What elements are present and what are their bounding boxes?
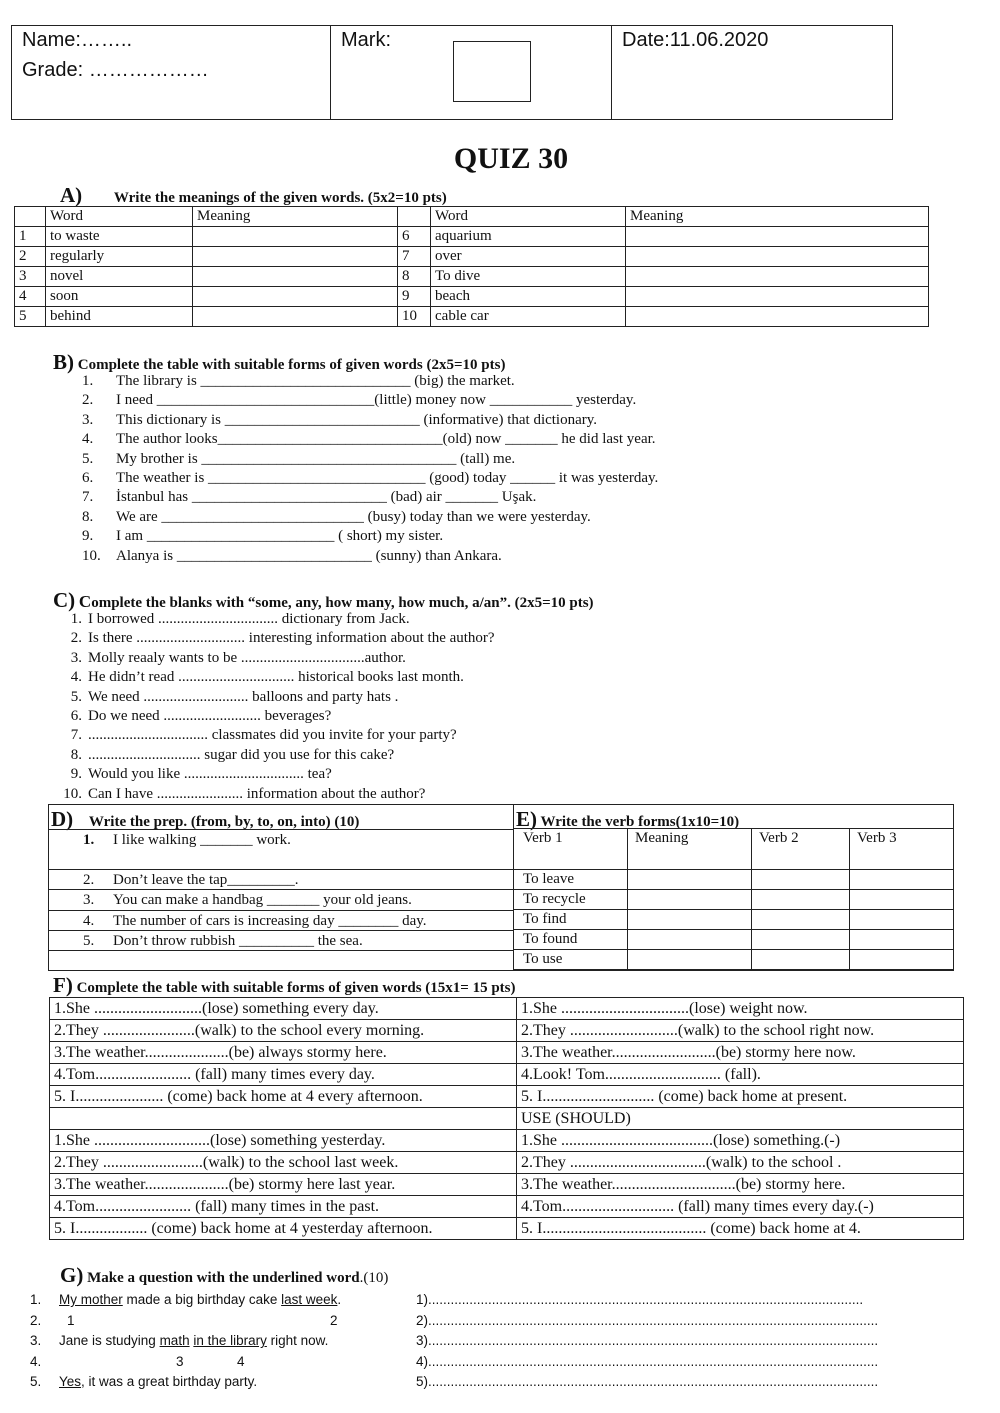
underlined-word: Yes: [59, 1374, 82, 1390]
meaning-input[interactable]: [626, 307, 929, 327]
meaning-input[interactable]: [626, 287, 929, 307]
item-text: , it was a great birthday party.: [81, 1374, 258, 1390]
item-text: This dictionary is __________________________ (informative) that dictionary.: [116, 411, 598, 428]
sentence-cell[interactable]: 3.The weather..........................(be) stormy here now.: [517, 1042, 964, 1064]
answer-line[interactable]: 5)........................................................................................................................: [416, 1374, 879, 1390]
item-number: 1.: [70, 611, 82, 627]
row-number: 2: [15, 247, 46, 267]
meaning-input[interactable]: [626, 247, 929, 267]
col-word: Word: [46, 207, 193, 227]
answer-input[interactable]: [850, 910, 954, 930]
sentence-cell[interactable]: 1.She ......................................(lose) something.(-): [517, 1130, 964, 1152]
item-text: right now.: [266, 1333, 329, 1349]
table-row: [15, 227, 929, 247]
answer-input[interactable]: [752, 930, 850, 950]
list-item[interactable]: [82, 391, 658, 410]
col-meaning: Meaning: [626, 207, 929, 227]
item-text: Jane is studying: [59, 1333, 160, 1349]
word-cell: soon: [46, 287, 193, 307]
item-number: 1.: [82, 373, 94, 389]
list-item[interactable]: [52, 668, 495, 687]
table-row: [50, 1174, 964, 1196]
word-cell: regularly: [46, 247, 193, 267]
answer-input[interactable]: [850, 890, 954, 910]
word-cell: over: [431, 247, 626, 267]
col-verb1: Verb 1: [514, 829, 628, 870]
table-row: [15, 287, 929, 307]
answer-input[interactable]: [850, 950, 954, 970]
underline-marker: 3: [176, 1353, 184, 1369]
item-number: 4.: [83, 913, 95, 929]
table-row: [50, 998, 964, 1020]
list-item: [30, 1352, 341, 1373]
item-text: The library is ____________________________ (big) the market.: [116, 373, 515, 389]
item-text: Is there ............................. interesting information about the author?: [88, 630, 495, 647]
list-item[interactable]: [83, 831, 291, 850]
section-c-letter: C): [53, 588, 76, 612]
verb-cell: To found: [514, 930, 628, 950]
table-row: [50, 1152, 964, 1174]
list-item[interactable]: [52, 726, 495, 745]
sentence-cell[interactable]: 1.She ................................(lose) weight now.: [517, 998, 964, 1020]
divider: [49, 869, 514, 870]
date-label: Date:11.06.2020: [622, 29, 769, 51]
table-row: [50, 1196, 964, 1218]
word-cell: aquarium: [431, 227, 626, 247]
list-item[interactable]: [52, 649, 495, 668]
header-box: [11, 25, 893, 120]
item-text: The author looks______________________________(old) now _______ he did last year.: [116, 431, 656, 448]
sentence-cell[interactable]: 5. I......................................... (come) back home at 4.: [517, 1218, 964, 1240]
section-b-list: [82, 372, 658, 566]
section-b-instruction: Complete the table with suitable forms of given words (2x5=10 pts): [77, 357, 506, 373]
table-row: [514, 910, 954, 930]
underline-marker: 2: [330, 1312, 338, 1328]
sentence-cell[interactable]: 4.Tom........................ (fall) many times in the past.: [50, 1196, 517, 1218]
list-item[interactable]: [82, 450, 658, 469]
table-row: [15, 267, 929, 287]
section-c-list: [52, 610, 495, 804]
row-number: 6: [398, 227, 431, 247]
item-number: 4.: [30, 1353, 42, 1369]
section-d-letter: D): [51, 807, 74, 831]
item-number: 9.: [82, 528, 94, 545]
row-number: 3: [15, 267, 46, 287]
table-cell: [50, 1108, 517, 1130]
item-number: 3.: [70, 649, 82, 666]
item-number: 8.: [70, 746, 82, 763]
name-grade-cell: [12, 26, 331, 119]
answer-line[interactable]: 2)........................................................................................................................: [416, 1312, 879, 1328]
row-number: 1: [15, 227, 46, 247]
item-number: 5.: [30, 1374, 42, 1390]
item-text: .: [337, 1292, 342, 1307]
list-item: [30, 1311, 341, 1332]
item-text: Don’t throw rubbish __________ the sea.: [113, 933, 363, 949]
sentence-cell[interactable]: 5. I...................... (come) back home at 4 every afternoon.: [50, 1086, 517, 1108]
sentence-cell[interactable]: 3.The weather...............................(be) stormy here.: [517, 1174, 964, 1196]
item-text: I am _________________________ ( short) my sister.: [116, 528, 444, 545]
meaning-input[interactable]: [193, 267, 398, 287]
word-cell: to waste: [46, 227, 193, 247]
item-number: 9.: [70, 766, 82, 783]
list-item[interactable]: [82, 508, 658, 527]
item-number: 3.: [82, 411, 94, 428]
list-item: [30, 1372, 341, 1393]
sentence-cell[interactable]: 3.The weather.....................(be) stormy here last year.: [50, 1174, 517, 1196]
sentence-cell[interactable]: 5. I.................. (come) back home at 4 yesterday afternoon.: [50, 1218, 517, 1240]
sentence-cell[interactable]: 2.They .........................(walk) to the school last week.: [50, 1152, 517, 1174]
underlined-word: in the library: [193, 1333, 267, 1349]
list-item[interactable]: [52, 688, 495, 707]
col-meaning: Meaning: [628, 829, 752, 870]
item-text: Would you like ................................ tea?: [88, 766, 332, 783]
item-number: 7.: [82, 489, 94, 506]
sentence-cell[interactable]: 5. I............................ (come) back home at present.: [517, 1086, 964, 1108]
section-g-answers: [416, 1290, 936, 1393]
list-item[interactable]: [82, 488, 658, 507]
item-text: You can make a handbag _______ your old jeans.: [113, 892, 412, 908]
list-item[interactable]: [52, 785, 495, 804]
table-cell: [15, 207, 46, 227]
sentence-cell[interactable]: 1.She ...........................(lose) something every day.: [50, 998, 517, 1020]
list-item[interactable]: [83, 912, 427, 931]
list-item[interactable]: [52, 746, 495, 765]
divider: [49, 829, 514, 830]
underline-marker: 1: [67, 1312, 75, 1328]
section-f-table: [49, 997, 964, 1240]
list-item[interactable]: [52, 707, 495, 726]
list-item[interactable]: [82, 527, 658, 546]
section-g-sentences: [30, 1290, 341, 1393]
item-number: 2.: [30, 1312, 42, 1328]
section-b-letter: B): [53, 350, 74, 374]
item-number: 8.: [82, 508, 94, 525]
item-number: 4.: [70, 669, 82, 686]
section-e-letter: E): [516, 807, 537, 831]
answer-input[interactable]: [850, 870, 954, 890]
divider: [49, 950, 514, 951]
row-number: 7: [398, 247, 431, 267]
word-cell: To dive: [431, 267, 626, 287]
section-f-heading: [53, 973, 516, 998]
item-number: 7.: [70, 727, 82, 744]
underlined-word: My mother: [59, 1292, 123, 1307]
item-text: Don’t leave the tap_________.: [113, 872, 299, 888]
section-a-heading: [60, 183, 447, 208]
table-row: [50, 1064, 964, 1086]
item-number: 3.: [30, 1333, 42, 1349]
table-row: [50, 1086, 964, 1108]
divider: [49, 930, 514, 931]
section-c-initial: C: [78, 592, 92, 611]
sentence-cell[interactable]: 2.They .......................(walk) to the school every morning.: [50, 1020, 517, 1042]
answer-input[interactable]: [752, 910, 850, 930]
section-c-instruction: omplete the blanks with “some, any, how many, how much, a/an”. (2x5=10 pts): [91, 595, 594, 611]
item-number: 1.: [83, 832, 95, 848]
item-text: I borrowed ................................ dictionary from Jack.: [88, 611, 410, 627]
answer-input[interactable]: [628, 950, 752, 970]
col-verb3: Verb 3: [850, 829, 954, 870]
meaning-input[interactable]: [626, 267, 929, 287]
answer-line[interactable]: 4)........................................................................................................................: [416, 1353, 879, 1369]
verb-cell: To use: [514, 950, 628, 970]
name-field[interactable]: Name:……..: [22, 29, 133, 51]
section-d-instruction: Write the prep. (from, by, to, on, into) (10): [88, 814, 360, 830]
meaning-input[interactable]: [193, 287, 398, 307]
col-meaning: Meaning: [193, 207, 398, 227]
meaning-input[interactable]: [626, 227, 929, 247]
section-e-instruction: Write the verb forms(1x10=10): [540, 814, 740, 830]
item-number: 10.: [63, 785, 82, 802]
row-number: 9: [398, 287, 431, 307]
item-text: The weather is _____________________________ (good) today ______ it was yesterday.: [116, 470, 659, 487]
divider: [49, 889, 514, 890]
answer-input[interactable]: [628, 930, 752, 950]
table-cell: [398, 207, 431, 227]
item-text: Do we need .......................... beverages?: [88, 708, 332, 725]
word-cell: behind: [46, 307, 193, 327]
list-item[interactable]: [83, 871, 299, 890]
item-number: 2.: [82, 392, 94, 409]
item-number: 2.: [83, 872, 95, 888]
table-row: [514, 870, 954, 890]
item-number: 1.: [30, 1292, 42, 1307]
sentence-cell[interactable]: 4.Tom............................ (fall) many times every day.(-): [517, 1196, 964, 1218]
col-word: Word: [431, 207, 626, 227]
section-a-table: [14, 206, 929, 327]
section-g-letter: G): [60, 1263, 84, 1287]
section-g-instruction: Make a question with the underlined word: [87, 1270, 360, 1286]
table-row: [50, 1042, 964, 1064]
table-row: [514, 890, 954, 910]
list-item: [30, 1290, 341, 1311]
sentence-cell[interactable]: 1.She .............................(lose) something yesterday.: [50, 1130, 517, 1152]
table-row: [50, 1130, 964, 1152]
list-item[interactable]: [52, 629, 495, 648]
sentence-cell[interactable]: 4.Look! Tom............................. (fall).: [517, 1064, 964, 1086]
item-text: Alanya is __________________________ (sunny) than Ankara.: [116, 547, 502, 564]
row-number: 10: [398, 307, 431, 327]
section-f-letter: F): [53, 973, 73, 997]
list-item[interactable]: [82, 547, 658, 566]
item-text: Molly reaaly wants to be .................................author.: [88, 649, 406, 666]
table-row: [514, 930, 954, 950]
page-title: QUIZ 30: [453, 142, 569, 175]
item-number: 3.: [83, 892, 95, 908]
list-item: [30, 1331, 341, 1352]
item-text: He didn’t read ............................... historical books last month.: [88, 669, 464, 686]
section-g-heading: [60, 1263, 388, 1288]
section-e-table: [513, 828, 954, 970]
row-number: 4: [15, 287, 46, 307]
sentence-cell[interactable]: 2.They ..................................(walk) to the school .: [517, 1152, 964, 1174]
table-row: [15, 247, 929, 267]
divider: [49, 910, 514, 911]
word-cell: novel: [46, 267, 193, 287]
item-text: My brother is __________________________________ (tall) me.: [116, 450, 516, 467]
item-number: 5.: [70, 688, 82, 705]
item-text: We need ............................ balloons and party hats .: [88, 688, 399, 705]
underlined-word: last week: [281, 1292, 338, 1307]
item-text: made a big birthday cake: [122, 1292, 282, 1307]
answer-input[interactable]: [628, 910, 752, 930]
list-item[interactable]: [83, 932, 363, 951]
table-header-row: [514, 829, 954, 870]
verb-cell: To find: [514, 910, 628, 930]
verb-cell: To recycle: [514, 890, 628, 910]
table-row: [15, 307, 929, 327]
col-verb2: Verb 2: [752, 829, 850, 870]
row-number: 5: [15, 307, 46, 327]
item-text: We are ___________________________ (busy) today than we were yesterday.: [116, 508, 591, 525]
sentence-cell[interactable]: 4.Tom........................ (fall) many times every day.: [50, 1064, 517, 1086]
table-row: [50, 1218, 964, 1240]
mark-label: Mark:: [341, 29, 391, 51]
answer-input[interactable]: [752, 870, 850, 890]
meaning-input[interactable]: [193, 307, 398, 327]
item-number: 10.: [82, 547, 101, 564]
list-item[interactable]: [52, 610, 495, 629]
list-item[interactable]: [52, 765, 495, 784]
list-item[interactable]: [82, 469, 658, 488]
item-text: İstanbul has __________________________ (bad) air _______ Uşak.: [116, 489, 537, 506]
table-header-row: [15, 207, 929, 227]
underline-marker: 4: [237, 1353, 245, 1369]
item-number: 5.: [82, 450, 94, 467]
table-row: [514, 950, 954, 970]
item-number: 2.: [70, 630, 82, 647]
answer-input[interactable]: [850, 930, 954, 950]
sentence-cell[interactable]: 2.They ...........................(walk) to the school right now.: [517, 1020, 964, 1042]
meaning-input[interactable]: [193, 247, 398, 267]
item-number: 4.: [82, 431, 94, 448]
section-d-box: [48, 804, 514, 971]
item-text: ................................ classmates did you invite for your party?: [88, 727, 457, 744]
row-number: 8: [398, 267, 431, 287]
list-item[interactable]: [82, 372, 658, 391]
list-item[interactable]: [82, 411, 658, 430]
table-row: [50, 1020, 964, 1042]
item-text: I like walking _______ work.: [113, 832, 291, 848]
section-a-instruction: Write the meanings of the given words. (5x2=10 pts): [113, 190, 447, 206]
item-number: 6.: [82, 470, 94, 487]
section-a-letter: A): [60, 183, 83, 207]
word-cell: cable car: [431, 307, 626, 327]
list-item[interactable]: [83, 891, 412, 910]
item-text: .............................. sugar did you use for this cake?: [88, 746, 395, 763]
section-g-points: .(10): [359, 1270, 389, 1286]
answer-input[interactable]: [752, 890, 850, 910]
answer-line[interactable]: 1)....................................................................................................................: [416, 1292, 864, 1307]
table-row: [50, 1108, 964, 1130]
answer-input[interactable]: [628, 890, 752, 910]
mark-cell: [331, 26, 612, 119]
sentence-cell[interactable]: 3.The weather.....................(be) always stormy here.: [50, 1042, 517, 1064]
item-text: Can I have ....................... information about the author?: [88, 785, 426, 802]
item-number: 6.: [70, 708, 82, 725]
underlined-word: math: [159, 1333, 190, 1349]
grade-field[interactable]: Grade: ………………: [22, 59, 209, 81]
meaning-input[interactable]: [193, 227, 398, 247]
answer-input[interactable]: [628, 870, 752, 890]
item-text: The number of cars is increasing day ________ day.: [113, 913, 427, 929]
list-item[interactable]: [82, 430, 658, 449]
answer-input[interactable]: [752, 950, 850, 970]
verb-cell: To leave: [514, 870, 628, 890]
mark-box[interactable]: [453, 41, 531, 102]
answer-line[interactable]: 3)........................................................................................................................: [416, 1333, 879, 1349]
should-label: USE (SHOULD): [517, 1108, 964, 1130]
word-cell: beach: [431, 287, 626, 307]
item-text: I need _____________________________(little) money now ___________ yesterday.: [116, 392, 637, 409]
section-f-instruction: Complete the table with suitable forms of given words (15x1= 15 pts): [76, 980, 516, 996]
item-number: 5.: [83, 933, 95, 949]
